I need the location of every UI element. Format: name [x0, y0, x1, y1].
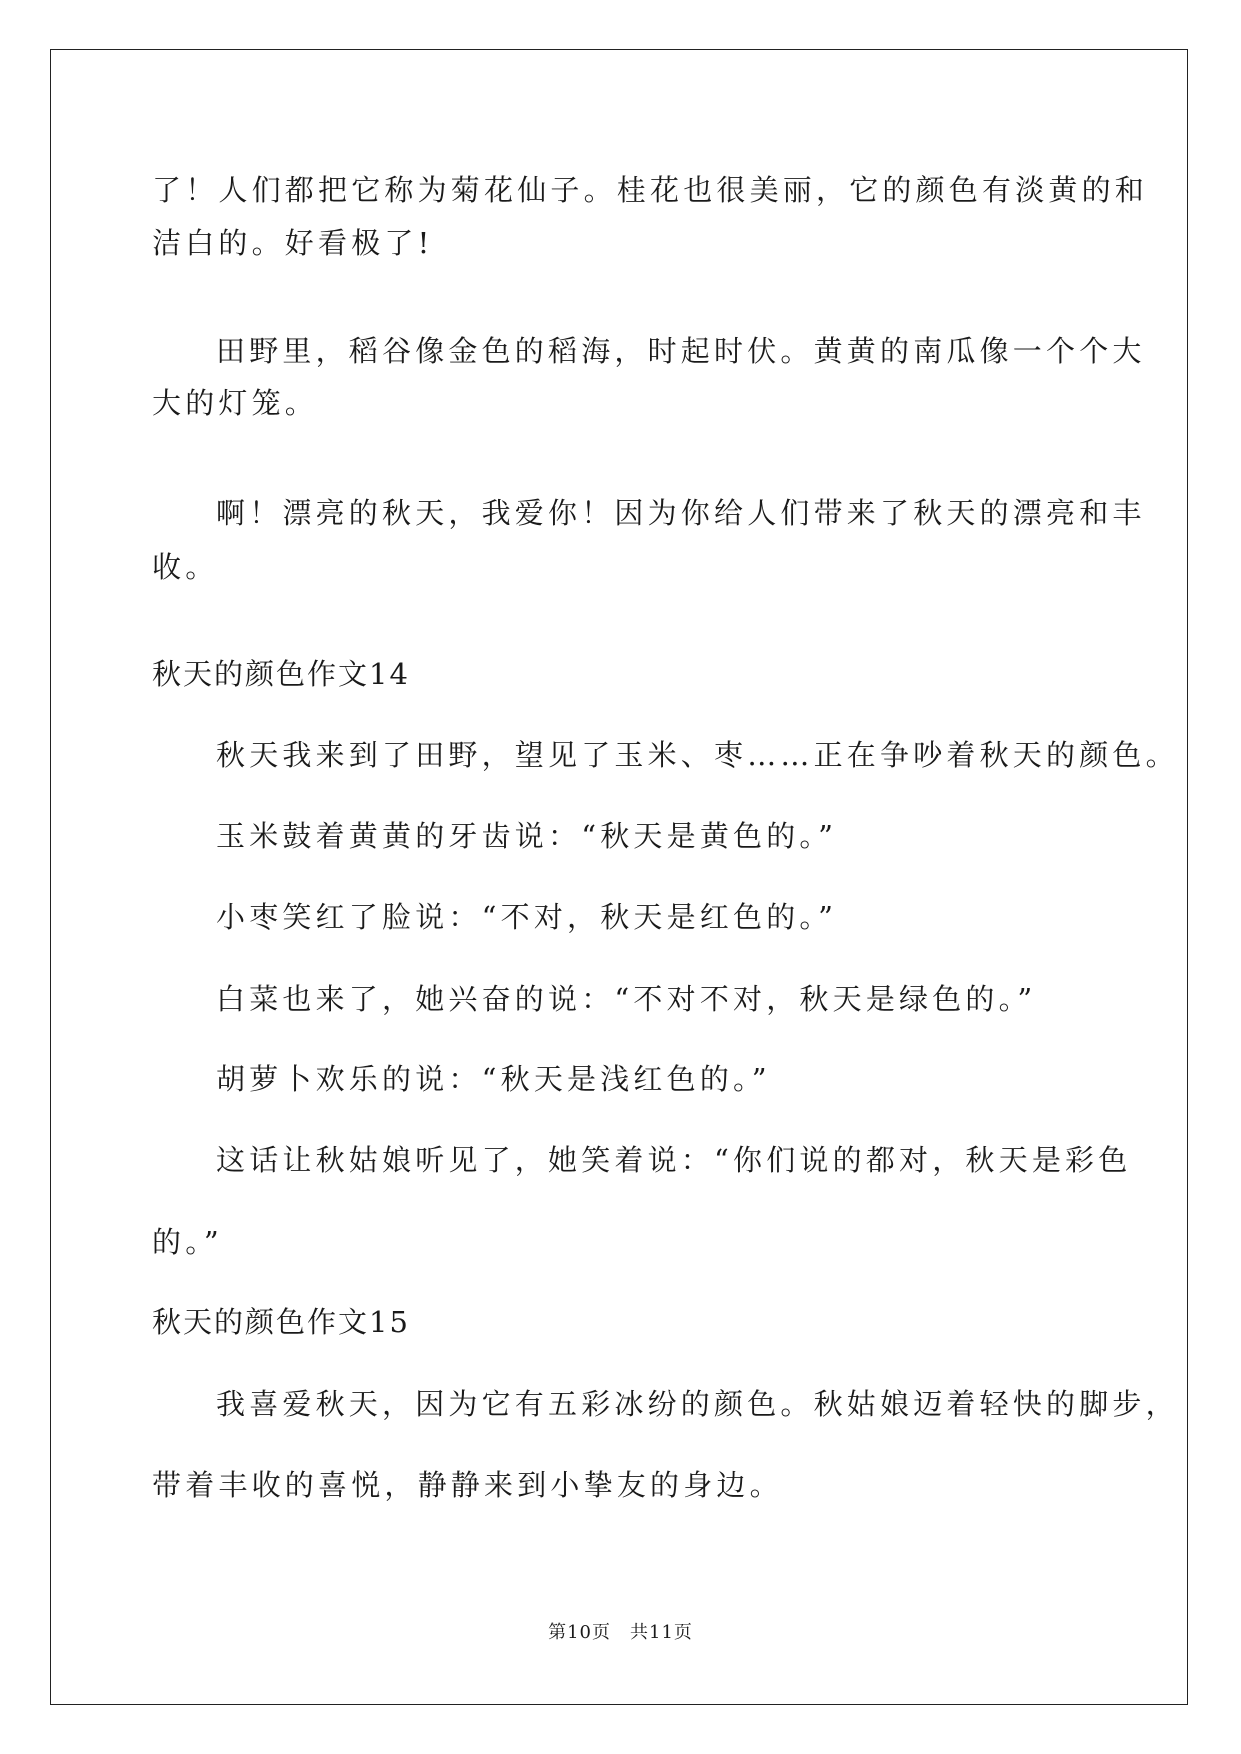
paragraph-line: 秋天我来到了田野，望见了玉米、枣……正在争吵着秋天的颜色。	[216, 738, 1179, 772]
text-line: 了！人们都把它称为菊花仙子。桂花也很美丽，它的颜色有淡黄的和	[152, 173, 1149, 207]
text-line: 洁白的。好看极了!	[152, 226, 434, 260]
page-border	[50, 49, 1188, 1705]
paragraph-line: 啊！漂亮的秋天，我爱你！因为你给人们带来了秋天的漂亮和丰	[216, 496, 1146, 530]
section-heading: 秋天的颜色作文14	[152, 657, 410, 691]
paragraph-line: 田野里，稻谷像金色的稻海，时起时伏。黄黄的南瓜像一个个大	[216, 334, 1146, 368]
section-heading: 秋天的颜色作文15	[152, 1305, 410, 1339]
paragraph-line: 玉米鼓着黄黄的牙齿说：“秋天是黄色的。”	[216, 819, 838, 853]
paragraph-line: 我喜爱秋天，因为它有五彩冰纷的颜色。秋姑娘迈着轻快的脚步，	[216, 1387, 1179, 1421]
paragraph-line: 小枣笑红了脸说：“不对，秋天是红色的。”	[216, 900, 838, 934]
page-number-footer: 第10页 共11页	[548, 1622, 693, 1643]
text-line: 大的灯笼。	[152, 386, 319, 420]
paragraph-line: 白菜也来了，她兴奋的说：“不对不对，秋天是绿色的。”	[216, 982, 1037, 1016]
paragraph-line: 胡萝卜欢乐的说：“秋天是浅红色的。”	[216, 1062, 771, 1096]
paragraph-line: 这话让秋姑娘听见了，她笑着说：“你们说的都对，秋天是彩色	[216, 1143, 1132, 1177]
text-line: 的。”	[152, 1225, 223, 1259]
text-line: 收。	[152, 550, 219, 584]
text-line: 带着丰收的喜悦，静静来到小挚友的身边。	[152, 1468, 783, 1502]
